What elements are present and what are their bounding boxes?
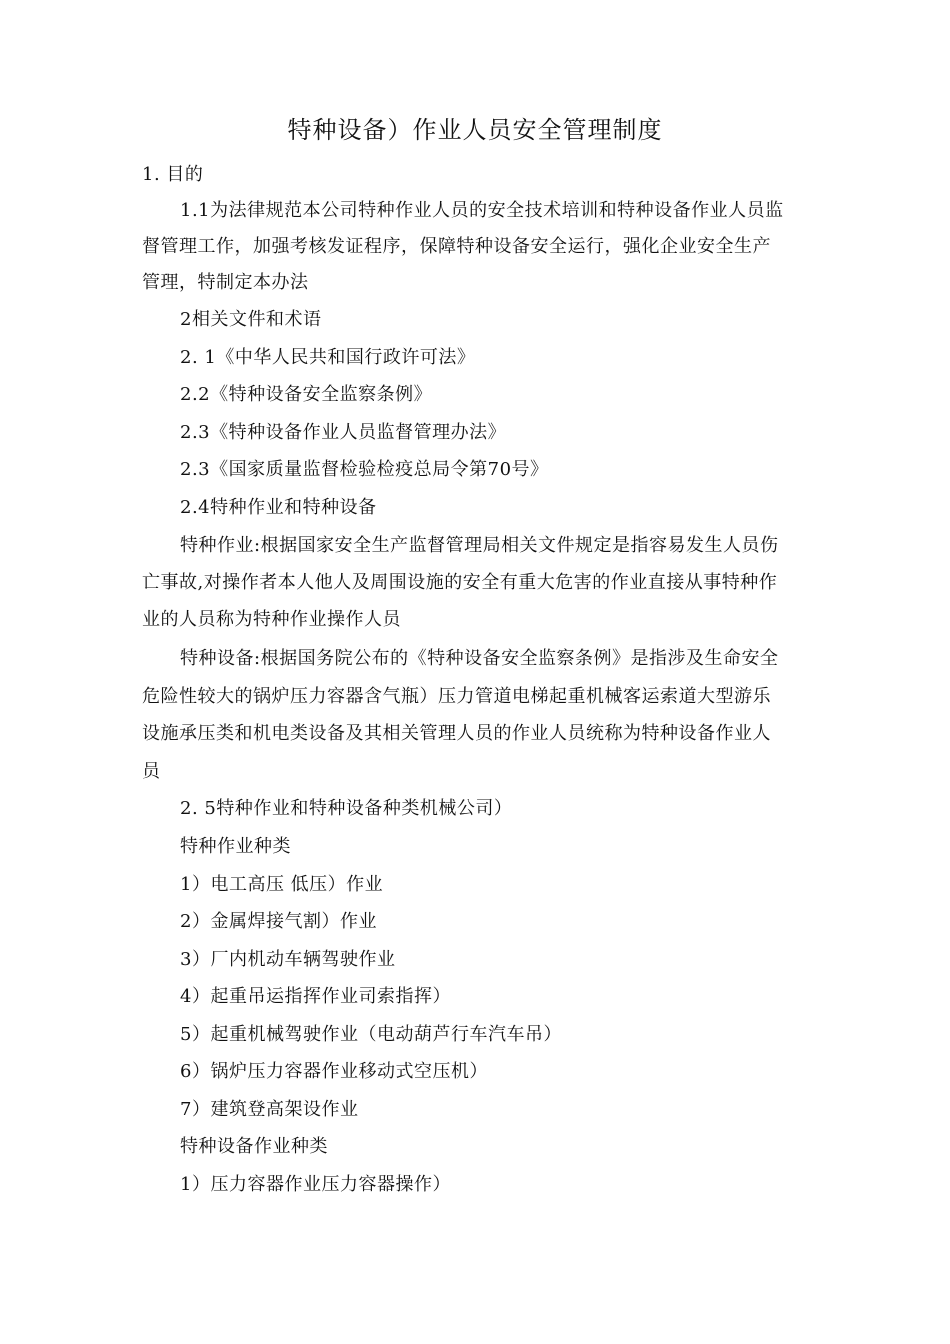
body-line: 管理，特制定本办法 [142,272,309,293]
body-line: 1.1为法律规范本公司特种作业人员的安全技术培训和特种设备作业人员监 [180,200,784,221]
list-item: 7）建筑登高架设作业 [180,1099,359,1120]
section-heading-purpose: 1. 目的 [142,164,204,185]
list-item: 2）金属焊接气割）作业 [180,911,377,932]
reference-item: 2.3《特种设备作业人员监督管理办法》 [180,422,507,443]
list-item: 6）锅炉压力容器作业移动式空压机） [180,1061,488,1082]
section-subheading: 2.4特种作业和特种设备 [180,497,377,518]
section-subheading: 2. 5特种作业和特种设备种类机械公司） [180,798,513,819]
section-heading-references: 2相关文件和术语 [180,309,322,330]
list-item: 5）起重机械驾驶作业（电动葫芦行车汽车吊） [180,1024,562,1045]
list-heading: 特种作业种类 [180,836,291,857]
body-line: 业的人员称为特种作业操作人员 [142,609,401,630]
list-item: 1）电工高压 低压）作业 [180,874,384,895]
reference-item: 2. 1《中华人民共和国行政许可法》 [180,347,476,368]
reference-item: 2.3《国家质量监督检验检疫总局令第70号》 [180,459,549,480]
list-item: 1）压力容器作业压力容器操作） [180,1174,451,1195]
document-title: 特种设备）作业人员安全管理制度 [287,116,663,144]
body-line: 设施承压类和机电类设备及其相关管理人员的作业人员统称为特种设备作业人 [142,723,771,744]
list-heading: 特种设备作业种类 [180,1136,328,1157]
list-item: 3）厂内机动车辆驾驶作业 [180,949,396,970]
body-line: 特种作业:根据国家安全生产监督管理局相关文件规定是指容易发生人员伤 [180,535,779,556]
body-line: 危险性较大的锅炉压力容器含气瓶）压力管道电梯起重机械客运索道大型游乐 [142,686,771,707]
reference-item: 2.2《特种设备安全监察条例》 [180,384,433,405]
body-line: 督管理工作，加强考核发证程序，保障特种设备安全运行，强化企业安全生产 [142,236,771,257]
body-line: 亡事故,对操作者本人他人及周围设施的安全有重大危害的作业直接从事特种作 [142,572,778,593]
list-item: 4）起重吊运指挥作业司索指挥） [180,986,451,1007]
body-line: 特种设备:根据国务院公布的《特种设备安全监察条例》是指涉及生命安全 [180,648,779,669]
body-line: 员 [142,761,161,782]
